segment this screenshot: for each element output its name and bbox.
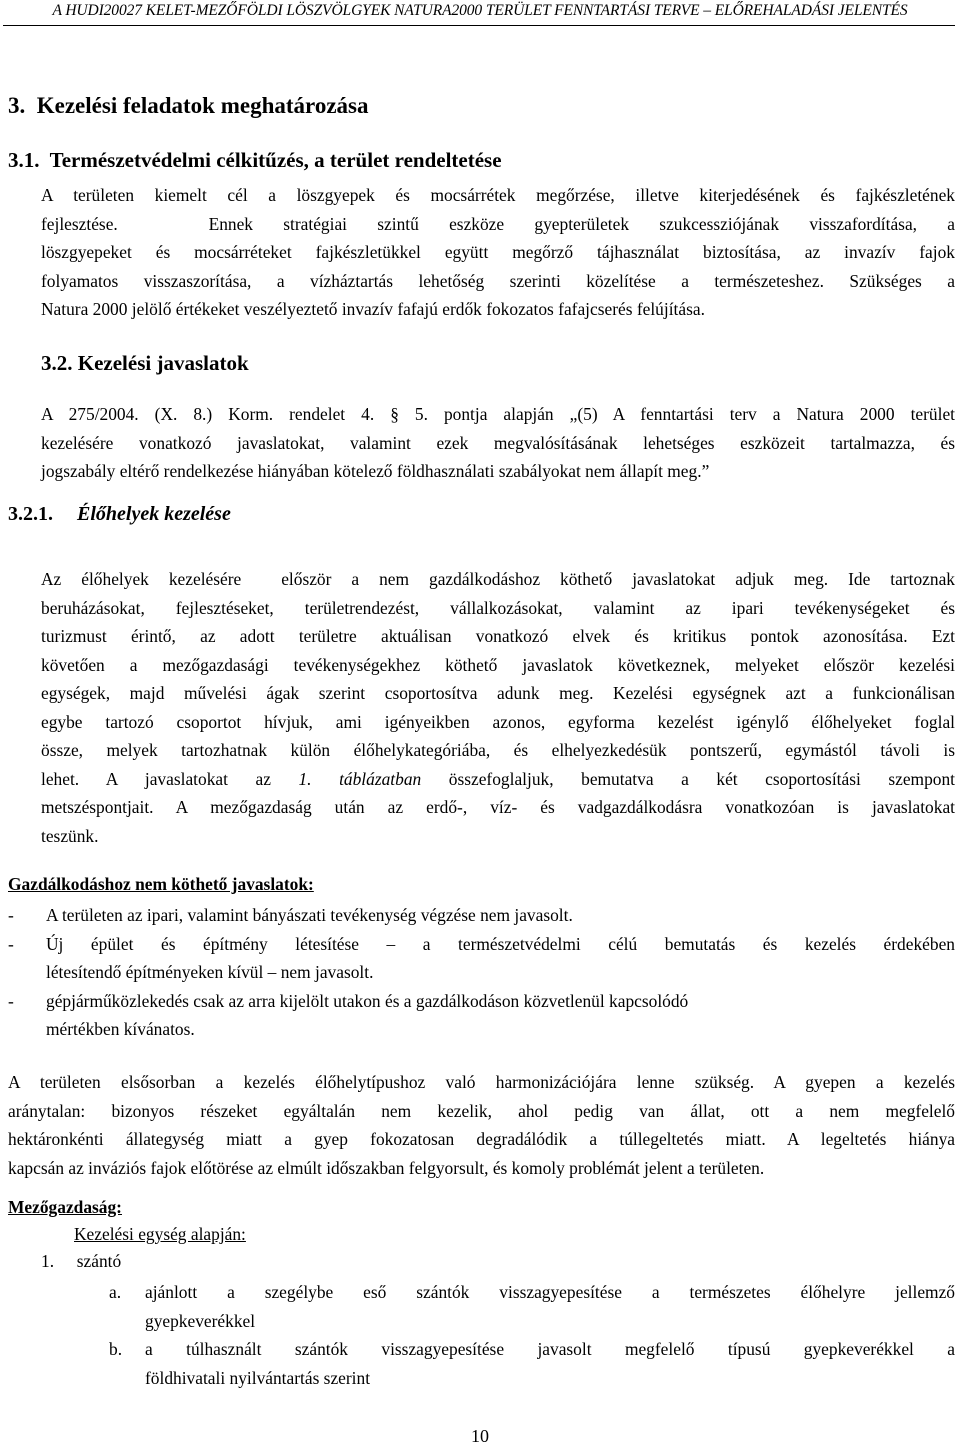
section-heading-3: 3. Kezelési feladatok meghatározása [8,93,369,118]
sub-item-marker: b. [109,1339,123,1359]
non-agricultural-list [8,901,955,1044]
list-item [8,930,955,987]
section-heading-3-2: 3.2. Kezelési javaslatok [41,351,249,375]
paragraph-line: teszünk. [41,825,99,846]
list-item-line: gépjárműközlekedés csak az arra kijelölt utakon és a gazdálkodáson közvetlenül kapcsolódó [46,990,689,1011]
sublabel-management-unit: Kezelési egység alapján: [74,1224,246,1244]
paragraph-harmonization [8,1068,955,1182]
text-run: összefoglaljuk, bemutatva a két csoportosítási szempont [421,768,956,789]
paragraph-line: turizmust érintő, az adott területre aktuálisan vonatkozó elvek és kritikus pontok azonosítása. Ezt [41,626,955,646]
section-heading-3-2-1 [8,503,231,526]
paragraph-line: fejlesztése. Ennek stratégiai szintű eszköze gyepterületek szukcessziójának visszafordítása, a [41,213,955,234]
paragraph-line: követően a mezőgazdasági tevékenységekhez köthető javaslatok következnek, melyeket először kezelési [41,654,955,675]
list-item-line: Új épület és építmény létesítése – a természetvédelmi célú bemutatás és kezelés érdekében [46,933,955,954]
list-marker: - [8,905,14,925]
paragraph-legal-quote [41,400,955,486]
sub-item-line: földhivatali nyilvántartás szerint [145,1367,371,1388]
label-non-agricultural: Gazdálkodáshoz nem köthető javaslatok: [8,874,314,894]
numbered-item [41,1251,121,1272]
paragraph-line: jogszabály eltérő rendelkezése hiányában kötelező földhasználati szabályokat nem állapít meg.” [41,461,710,481]
list-item-line: mértékben kívánatos. [46,1019,195,1039]
sub-item-line: gyepkeverékkel [145,1310,256,1331]
sub-item-line: ajánlott a szegélybe eső szántók visszagyepesítése a természetes élőhelyre jellemző [145,1282,955,1302]
paragraph-line: Natura 2000 jelölő értékeket veszélyeztető invazív fafajú erdők fokozatos fafajcserés felújítása. [41,299,705,319]
list-marker: - [8,933,14,954]
heading-title: Élőhelyek kezelése [77,503,231,525]
paragraph-line: össze, melyek tartozhatnak külön élőhelykategóriába, és elhelyezkedésük pontszerű, egymástól távoli is [41,740,955,760]
header-divider [3,25,955,26]
text-run: lehet. A javaslatokat az [41,768,299,789]
list-item-line: létesítendő építményeken kívül – nem javasolt. [46,962,374,982]
paragraph-line: Az élőhelyek kezelésére először a nem gazdálkodáshoz köthető javaslatokat adjuk meg. Ide tartoznak [41,569,955,589]
numbered-marker: 1. [41,1251,55,1271]
page-number: 10 [471,1426,489,1446]
paragraph-line: hektáronkénti állategység miatt a gyep fokozatosan degradálódik a túllegeltetés miatt. A legeltetés hiánya [8,1129,955,1149]
paragraph-line: löszgyepeket és mocsárréteket fajkészletükkel együtt megőrző tájhasználat biztosítása, az invazív fajok [41,242,955,262]
paragraph-line: A területen elsősorban a kezelés élőhelytípushoz való harmonizációjára lenne szükség. A gyepen a kezelés [8,1072,955,1092]
list-item [8,987,955,1044]
paragraph-habitat-management [41,565,955,850]
table-reference: 1. táblázatban [298,768,422,789]
heading-number: 3.2.1. [8,503,53,525]
paragraph-line: aránytalan: bizonyos részeket egyáltalán nem kezelik, ahol pedig van állat, ott a nem megfelelő [8,1100,955,1121]
paragraph-objectives [41,181,955,324]
section-heading-3-1: 3.1. Természetvédelmi célkitűzés, a terület rendeltetése [8,148,502,172]
label-agriculture: Mezőgazdaság: [8,1197,122,1217]
paragraph-line: folyamatos visszaszorítása, a vízháztartás lehetőség szerinti közelítése a természeteshez. Szükséges a [41,270,955,291]
sub-item-line: a túlhasznált szántók visszagyepesítése javasolt megfelelő típusú gyepkeverékkel a [145,1339,955,1359]
paragraph-line: kapcsán az inváziós fajok előtörése az elmúlt időszakban felgyorsult, és komoly problémát jelent a területen. [8,1157,765,1178]
paragraph-line [41,765,955,794]
paragraph-line: A területen kiemelt cél a löszgyepek és mocsárrétek megőrzése, illetve kiterjedésének és fajkészletének [41,185,955,205]
list-item-line: A területen az ipari, valamint bányászati tevékenység végzése nem javasolt. [46,905,573,925]
paragraph-line: egybe tartozó csoportot hívjuk, ami igényeikben azonos, egyforma kezelést igénylő élőhelyeket foglal [41,711,955,732]
sub-item-a [109,1278,955,1335]
paragraph-line: A 275/2004. (X. 8.) Korm. rendelet 4. § 5. pontja alapján „(5) A fenntartási terv a Natura 2000 terület [41,404,955,424]
numbered-text: szántó [76,1251,122,1271]
paragraph-line: egységek, majd művelési ágak szerint csoportosítva adunk meg. Kezelési egységnek azt a funkcionálisan [41,683,955,703]
paragraph-line: kezelésére vonatkozó javaslatokat, valamint ezek megvalósításának lehetséges eszközeit tartalmazza, és [41,432,955,453]
page-header: A HUDI20027 KELET-MEZŐFÖLDI LÖSZVÖLGYEK NATURA2000 TERÜLET FENNTARTÁSI TERVE – ELŐREHALADÁSI JELENTÉS [52,2,908,19]
sub-item-b [109,1335,955,1392]
list-item [8,901,955,930]
list-marker: - [8,990,14,1011]
sub-item-marker: a. [109,1282,122,1302]
paragraph-line: metszéspontjait. A mezőgazdaság után az erdő-, víz- és vadgazdálkodásra vonatkozóan is javaslatokat [41,797,955,817]
paragraph-line: beruházásokat, fejlesztéseket, területrendezést, vállalkozásokat, valamint az ipari tevékenységeket és [41,597,955,618]
